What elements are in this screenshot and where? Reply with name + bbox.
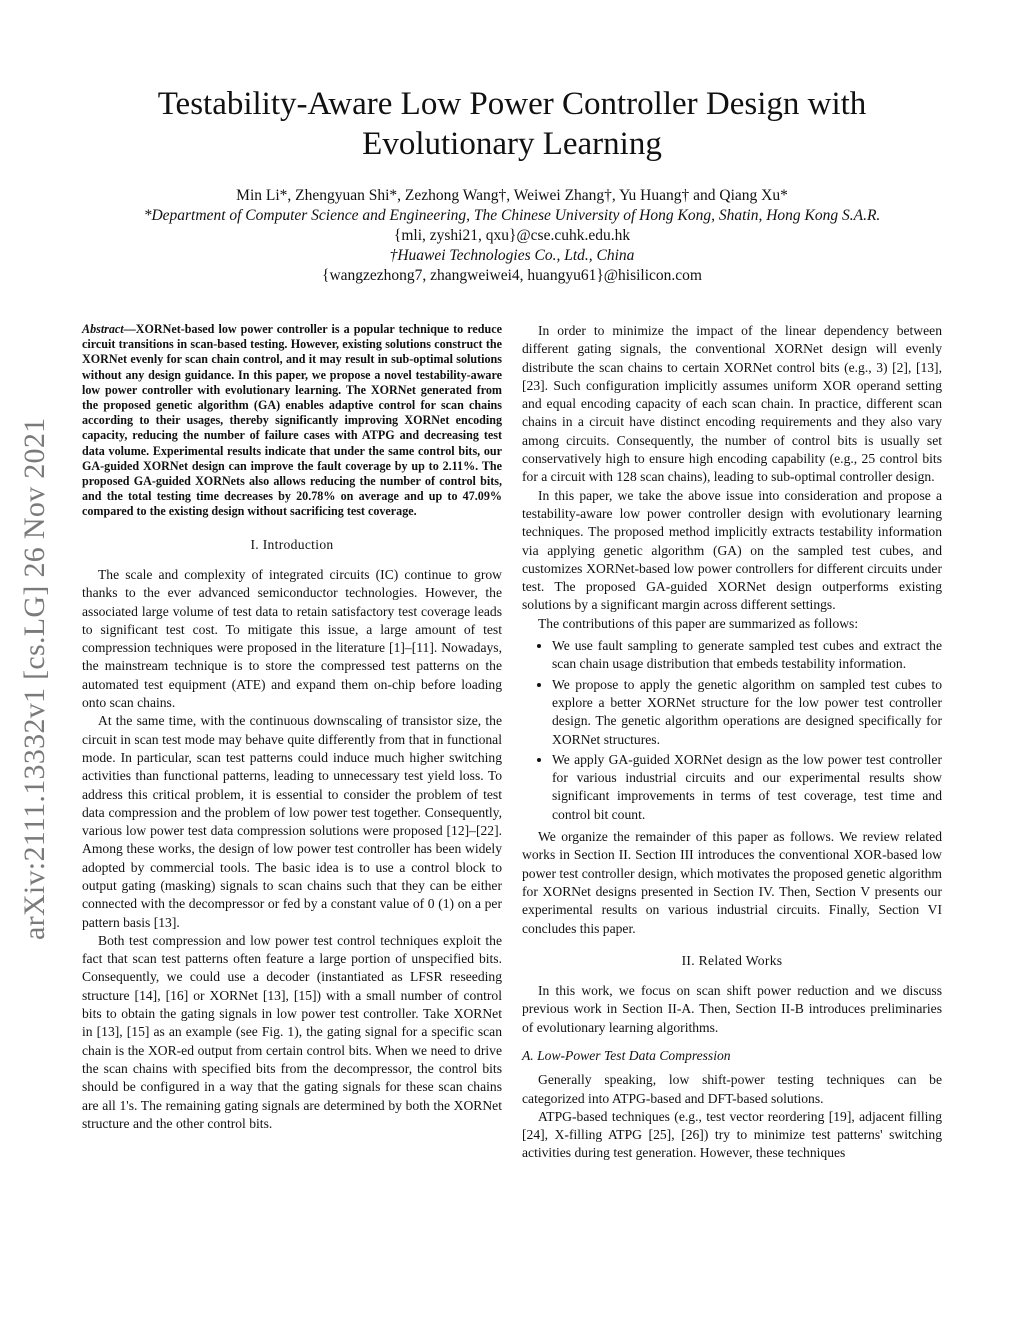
intro-paragraph-1: The scale and complexity of integrated circuits (IC) continue to grow thanks to the ever advanced semiconductor technologies. However, the associated large volume of test data to retain satisfactory test coverage leads to significant test cost. To mitigate this issue, a large amount of test compression techniques were proposed in the literature [1]–[11]. Nowadays, the mainstream technique is to store the compressed test patterns on the automated test equipment (ATE) and expand them on-chip before loading onto scan chains. (82, 566, 502, 711)
contribution-item: • We propose to apply the genetic algorithm on sampled test cubes to explore a better XORNet structure for the low power test controller design. The genetic algorithm operations are designed specifically for XORNet structures. (552, 676, 942, 749)
abstract-label: Abstract (82, 322, 124, 336)
section-heading-related-works: II. Related Works (681, 952, 783, 968)
contribution-item: • We use fault sampling to generate sampled test cubes and extract the scan chain usage distribution that embeds testability information. (552, 637, 942, 674)
intro-paragraph-4: In order to minimize the impact of the linear dependency between different gating signals, the conventional XORNet design will evenly distribute the scan chains to certain XORNet control bits (e.g., 3) [2], [13], [23]. Such configuration implicitly assumes uniform XOR operand setting and equal encoding capacity of each scan chain. In practice, different scan chains in a circuit have distinct encoding requirements and they also vary among circuits. Consequently, the number of control bits is usually set conservatively high to ensure high encoding capability (e.g., 25 control bits for a circuit with 128 scan chains), leading to sub-optimal controller design. (522, 323, 942, 485)
abstract (82, 322, 502, 520)
email-huawei[interactable]: {wangzezhong7, zhangweiwei4, huangyu61}@hisilicon.com (322, 267, 702, 284)
author-names: Min Li*, Zhengyuan Shi*, Zezhong Wang†, Weiwei Zhang†, Yu Huang† and Qiang Xu* (236, 187, 788, 204)
affiliation-cuhk: *Department of Computer Science and Engineering, The Chinese University of Hong Kong, Shatin, Hong Kong S.A.R. (143, 207, 881, 224)
section-heading-introduction: I. Introduction (250, 536, 334, 552)
intro-paragraph-2: At the same time, with the continuous downscaling of transistor size, the circuit in scan test mode may behave quite differently from that in functional mode. In particular, scan test patterns could induce much higher switching activities than functional patterns, leading to unnecessary test yield loss. To address this critical problem, it is essential to consider the problem of test data compression and the problem of low power test together. Consequently, various low power test data compression solutions were proposed [12]–[22]. Among these works, the design of low power test controller has been widely adopted by commercial tools. The basic idea is to use a control block to output gating (masking) signals to scan chains such that they can be either connected with the decompressor or fed by a constant value of 0 (1) on a per pattern basis [13]. (82, 713, 502, 930)
arxiv-identifier: arXiv:2111.13332v1 [cs.LG] 26 Nov 2021 (18, 417, 51, 940)
author-block (90, 186, 934, 286)
contributions-intro: The contributions of this paper are summarized as follows: (538, 615, 859, 631)
email-cuhk[interactable]: {mli, zyshi21, qxu}@cse.cuhk.edu.hk (393, 227, 631, 244)
contributions-list (522, 637, 942, 824)
organization-paragraph: We organize the remainder of this paper as follows. We review related works in Section II. Section III introduces the conventional XOR-based low power test controller design, which motivates the proposed genetic algorithm for XORNet designs presented in Section IV. Then, Section V presents our experimental results on various industrial circuits. Finally, Section VI concludes this paper. (522, 829, 942, 936)
related-paragraph-1: In this work, we focus on scan shift power reduction and we discuss previous work in Section II-A. Then, Section II-B introduces preliminaries of evolutionary learning algorithms. (522, 983, 942, 1035)
subsection-heading: A. Low-Power Test Data Compression (522, 1047, 731, 1063)
right-column (522, 322, 942, 1163)
related-paragraph-3: ATPG-based techniques (e.g., test vector reordering [19], adjacent filling [24], X-filling ATPG [25], [26]) try to minimize test patterns' switching activities during test generation. However, these techniques (522, 1108, 942, 1161)
related-paragraph-2: Generally speaking, low shift-power testing techniques can be categorized into ATPG-based and DFT-based solutions. (522, 1072, 942, 1106)
contribution-item: • We apply GA-guided XORNet design as the low power test controller for various industrial circuits and our experimental results show significant improvements in terms of test coverage, test time and control bit count. (552, 751, 942, 824)
intro-paragraph-3: Both test compression and low power test control techniques exploit the fact that scan test patterns often feature a large portion of unspecified bits. Consequently, we could use a decoder (instantiated as LFSR reseeding structure [14], [16] or XORNet [13], [15]) with a small number of control bits to obtain the gating signals in low power test controller. Take XORNet in [13], [15] as an example (see Fig. 1), the gating signal for a specific scan chain is the XOR-ed output from certain control bits. When we need to drive the scan chains with specified bits from the decompressor, the control bits should be configured in a way that the gating signals for these scan chains are all 1's. The remaining gating signals are determined by both the XORNet structure and the other control bits. (82, 932, 502, 1131)
abstract-text: —XORNet-based low power controller is a popular technique to reduce circuit transitions in scan-based testing. However, existing solutions construct the XORNet evenly for scan chain control, and it may result in sub-optimal solutions without any design guidance. In this paper, we propose a novel testability-aware low power controller with evolutionary learning. The XORNet generated from the proposed genetic algorithm (GA) enables adaptive control for scan chains according to their usages, thereby significantly improving XORNet encoding capacity, reducing the number of failure cases with ATPG and decreasing test data volume. Experimental results indicate that under the same control bits, our GA-guided XORNet design can improve the fault coverage by up to 2.11%. The proposed GA-guided XORNets also allows reducing the number of control bits, and the total testing time decreases by 20.78% on average and up to 47.09% compared to the existing design without sacrificing test coverage. (82, 322, 502, 519)
intro-paragraph-5: In this paper, we take the above issue into consideration and propose a testability-aware low power controller design with evolutionary learning techniques. The proposed method implicitly extracts testability information via applying genetic algorithm (GA) on the sampled test cubes, and customizes XORNet-based low power controllers for different circuits under test. The proposed GA-guided XORNet design outperforms existing solutions by a significant margin across different settings. (522, 487, 942, 613)
left-column (82, 322, 502, 1133)
paper-title: Testability-Aware Low Power Controller Design with Evolutionary Learning (157, 86, 867, 162)
affiliation-huawei: †Huawei Technologies Co., Ltd., China (389, 247, 635, 264)
